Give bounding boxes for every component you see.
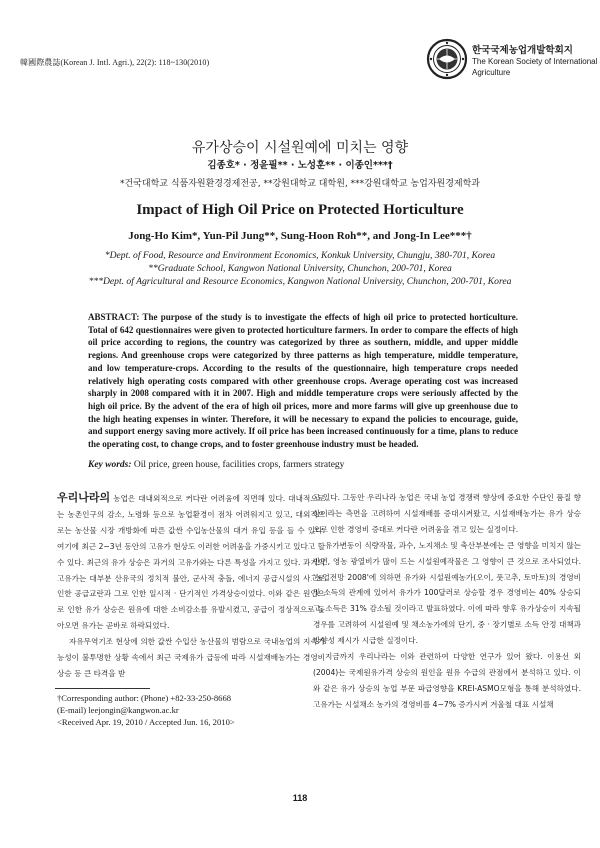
lead-word: 우리나라의	[57, 491, 111, 504]
korean-affiliations: *건국대학교 식품자원환경경제전공, **강원대학교 대학원, ***강원대학교 농업자원경제학과	[119, 179, 480, 189]
keywords-label: Key words:	[88, 460, 132, 470]
body-paragraph: 고 있다. 그동안 우리나라 농업은 국내 농업 경쟁력 향상에 중요한 수단인 품질 향상이라는 측면을 고려하여 시설재배를 증대시켜왔고, 시설재배농가는 유가 상승으로 인한 경영비 증대로 커다란 어려움을 겪고 있는 실정이다.	[313, 493, 581, 534]
footnote-divider	[55, 688, 150, 689]
body-paragraph: 자유무역기조 현상에 의한 값싼 수입산 농산물의 범람으로 국내농업의 지속가능성이 불투명한 상황 속에서 최근 국제유가 급등에 따라 시설재배농가는 경영비 상승 등 큰 타격을 받	[57, 637, 325, 678]
body-column-right	[313, 490, 581, 713]
society-header	[426, 38, 598, 98]
korean-title: 유가상승이 시설원예에 미치는 영향	[191, 140, 409, 156]
body-paragraph: 지금까지 우리나라는 이와 관련하여 다양한 연구가 있어 왔다. 이용선 외(2004)는 국제원유가격 상승의 원인을 원유 수급의 관점에서 분석하고 있다. 이와 같은 유가 상승의 농업 부문 파급영향을 KREI-ASMO모형을 통해 분석하였다. 고유가는 시설채소 농가의 경영비를 4~7% 증가시켜 겨울철 대표 시설채	[313, 652, 581, 709]
society-logo-icon	[426, 38, 468, 80]
society-name-english-line2: Agriculture	[472, 68, 511, 77]
english-affiliation-3: ***Dept. of Agricultural and Resource Economics, Kangwon National University, Chunchon, 200-701, Korea	[88, 276, 512, 287]
english-affiliation-2: **Graduate School, Kangwon National University, Chunchon, 200-701, Korea	[148, 263, 452, 274]
page-number: 118	[292, 793, 308, 803]
received-accepted-dates: <Received Apr. 19, 2010 / Accepted Jun. 16, 2010>	[57, 717, 235, 728]
body-paragraph	[57, 490, 325, 634]
english-title: Impact of High Oil Price on Protected Horticulture	[136, 202, 464, 218]
journal-reference: 韓國際農誌(Korean J. Intl. Agri.), 22(2): 118~130(2010)	[20, 58, 210, 67]
abstract	[88, 311, 518, 451]
corresponding-email: (E-mail) leejongin@kangwon.ac.kr	[57, 705, 179, 716]
corresponding-author: †Corresponding author: (Phone) +82-33-250-8668	[57, 693, 232, 703]
english-affiliation-1: *Dept. of Food, Resource and Environment Economics, Konkuk University, Chungju, 380-701, Korea	[104, 250, 496, 261]
footnote	[57, 692, 327, 729]
abstract-label: ABSTRACT:	[88, 312, 140, 322]
society-name-korean: 한국국제농업개발학회지	[472, 45, 573, 56]
english-authors: Jong-Ho Kim*, Yun-Pil Jung**, Sung-Hoon Roh**, and Jong-In Lee***†	[128, 230, 472, 242]
keywords	[88, 460, 518, 470]
body-column-left	[57, 490, 325, 682]
keywords-text: Oil price, green house, facilities crops, farmers strategy	[133, 460, 345, 470]
body-paragraph: 유가변동이 식량작물, 과수, 노지채소 및 축산부분에는 큰 영향을 미치지 않는 반면, 영농 광열비가 많이 드는 시설원예작물은 그 영향이 큰 것으로 조사되었다. '농업전망 2008'에 의하면 유가와 시설원예농가(오이, 풋고추, 토마토)의 경영비 및 소득의 관계에 있어서 유가가 100달러로 상승할 경우 경영비는 40% 상승되고, 소득은 31% 감소될 것이라고 발표하였다. 이에 따라 향후 유가상승이 지속될 경우를 고려하여 시설원예 및 채소농가에의 단기, 중 · 장기별로 소득 안정 대책과 방향성 제시가 시급한 실정이다.	[313, 540, 581, 646]
paragraph-text: 농업은 대내외적으로 커다란 어려움에 직면해 있다. 대내적으로는 농촌인구의 감소, 노령화 등으로 농업환경이 점차 어려워지고 있고, 대외적으로는 농산물 시장 개방화에 따른 값싼 수입농산물의 대거 유입 등을 들 수 있다. 여기에 최근 2~3년 동안의 고유가 현상도 이러한 어려움을 가중시키고 있다고 할 수 있다. 최근의 유가 상승은 과거의 고유가와는 다른 특성을 가지고 있다. 과거의 고유가는 대부분 산유국의 정치적 불안, 군사적 충돌, 에너지 공급시설의 사고로 인한 공급교란과 그로 인한 일시적 · 단기적인 가격상승이었다. 이와 같은 원인으로 인한 유가 상승은 원유에 대한 소비감소를 유발시켰고, 공급이 정상적으로 돌아오면 유가는 곧바로 하락되었다.	[57, 494, 325, 631]
abstract-text: The purpose of the study is to investigate the effects of high oil price to protected horticulture. Total of 642 questionnaires were given to protected horticulture farmers. In order to compare the effects of high oil price according to regions, the country was categorized by three as southern, middle, and upper middle regions. And greenhouse crops were categorized by three patterns as high temperature, middle temperature, and low temperature-crops. According to the results of the questionnaire, high temperature crops needed relatively high operating costs compared with other greenhouse crops. Average operating cost was increased sharply in 2008 compared with it in 2007. High and middle temperature crops were seriously affected by the high oil price. By the advent of the era of high oil prices, more and more farms will give up greenhouse due to the high heating expenses in winter. Therefore, it will be necessary to expand the policies to encourage, guide, and support energy saving more actively. If oil price has been increased continuously for a time, plans to reduce the operating cost, to change crops, and to foster greenhouse industry must be headed.	[88, 312, 518, 450]
korean-authors: 김종호* · 정윤필** · 노성훈** · 이종인***†	[207, 160, 393, 171]
society-name-english-line1: The Korean Society of International	[472, 57, 598, 66]
